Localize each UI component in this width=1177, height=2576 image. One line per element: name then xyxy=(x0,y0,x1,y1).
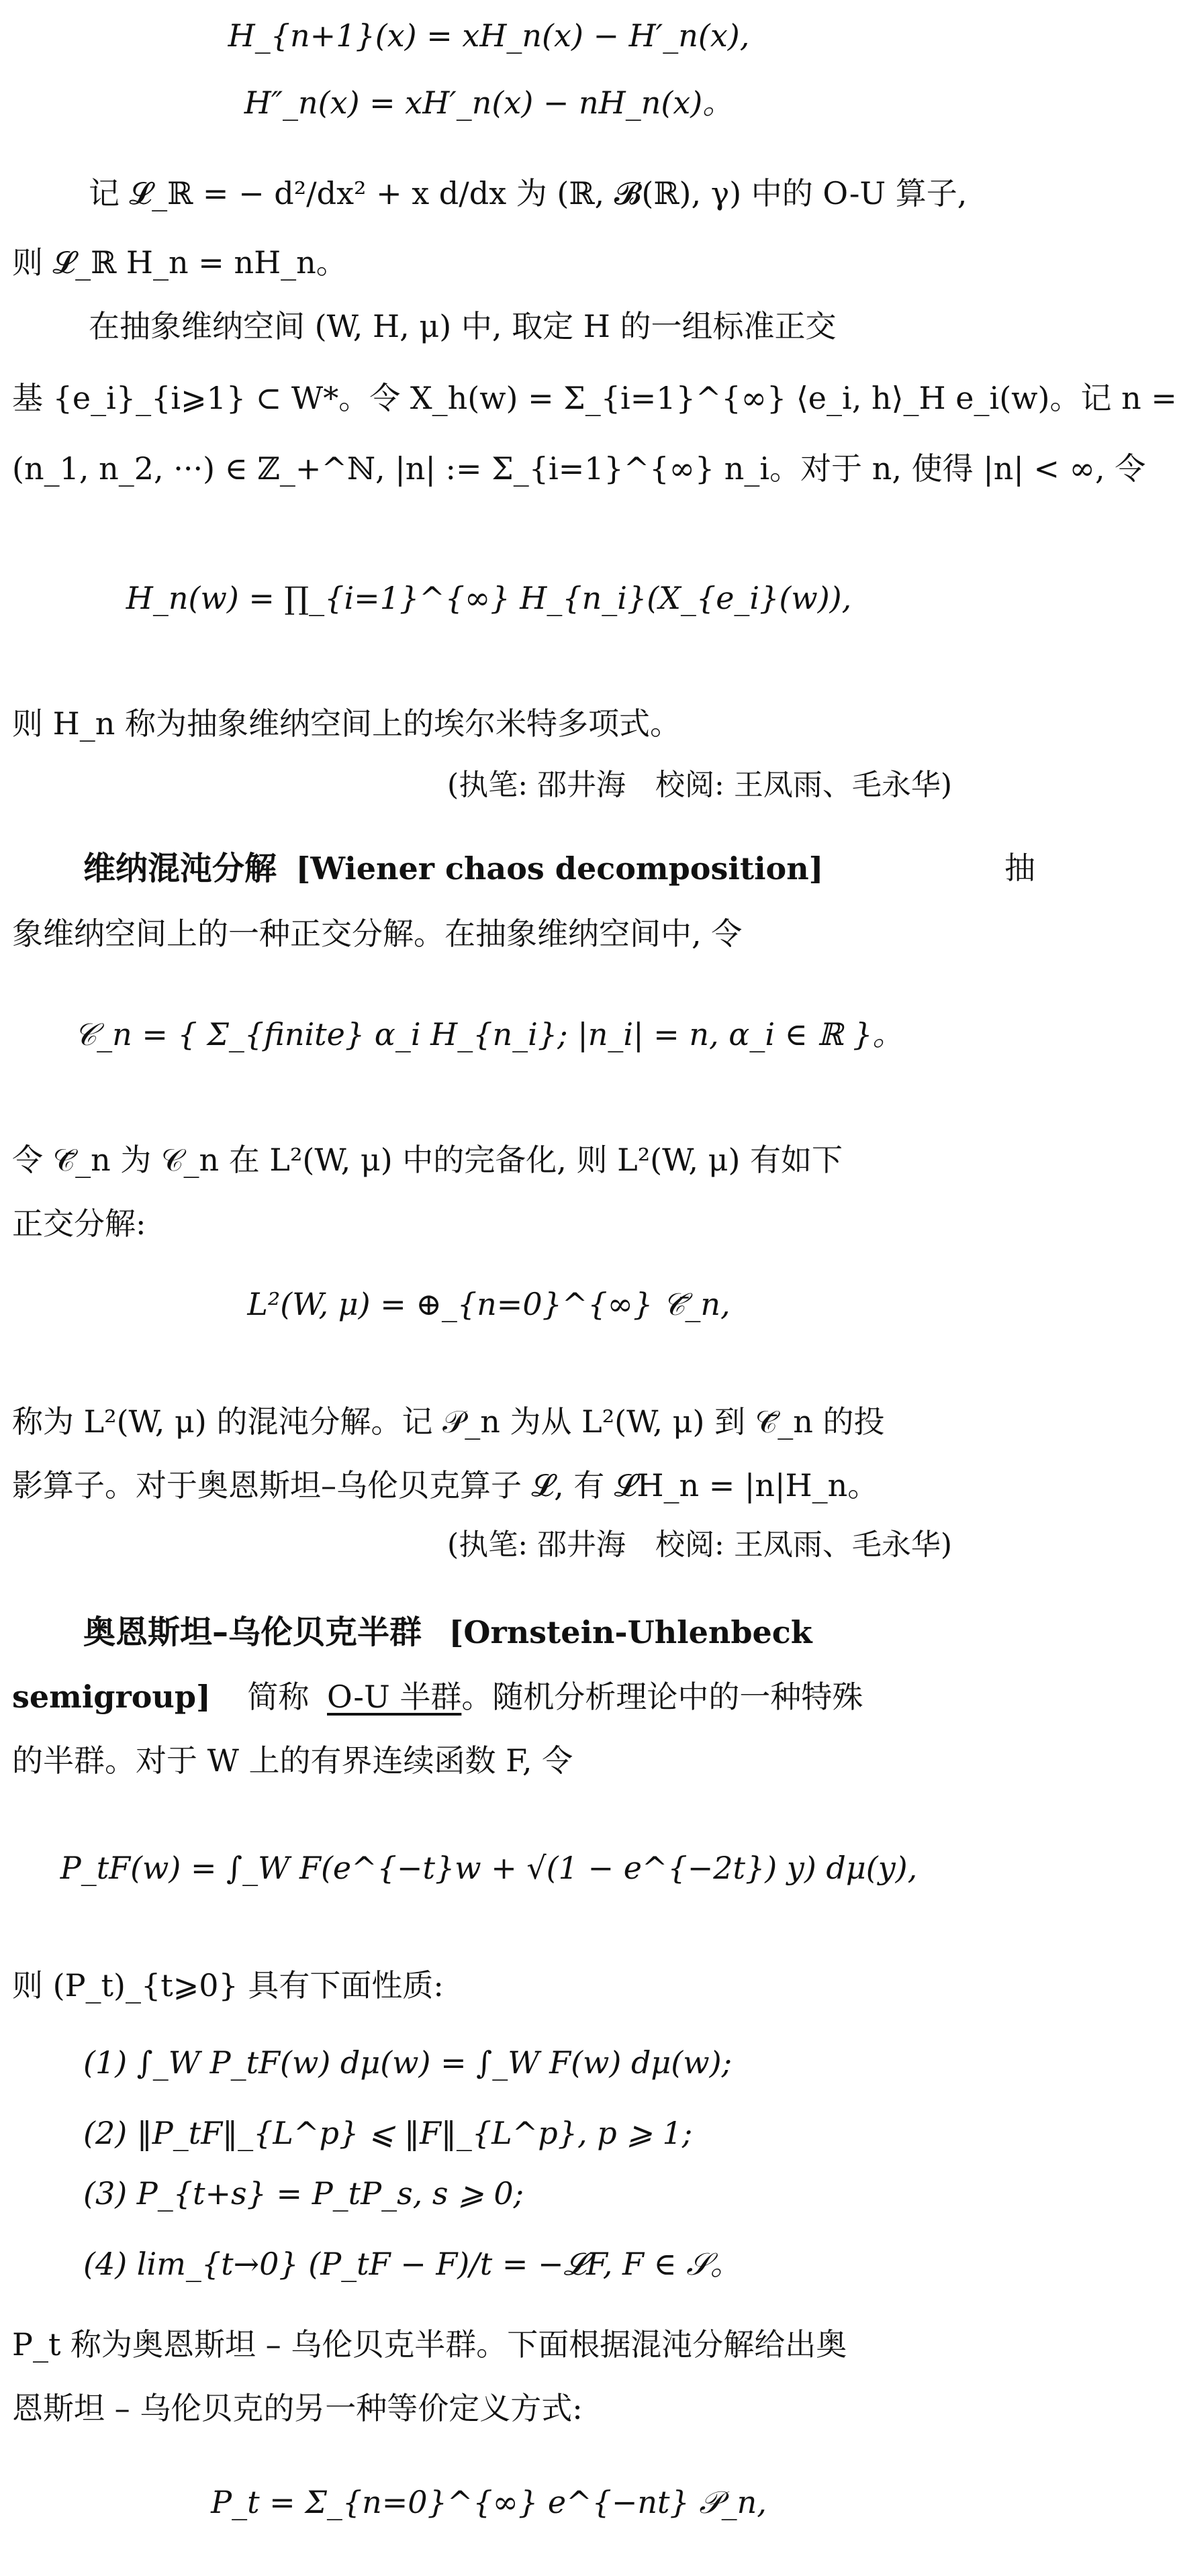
ou-operator-chaos: 影算子。对于奥恩斯坦–乌伦贝克算子 𝓛, 有 𝓛H_n = |n|H_n。 xyxy=(12,1467,879,1503)
credit-line-1: (执笔: 邵井海 校阅: 王凤雨、毛永华) xyxy=(447,768,952,802)
entry-wiener-chaos xyxy=(0,852,1061,885)
chaos-completion: 令 𝒞̄_n 为 𝒞_n 在 L²(W, μ) 中的完备化, 则 L²(W, μ) 有如下 xyxy=(12,1142,843,1178)
hermite-polynomial-name: 则 H_n 称为抽象维纳空间上的埃尔米特多项式。 xyxy=(12,705,681,742)
entry-title-en: [Ornstein-Uhlenbeck xyxy=(449,1614,812,1650)
property-1: (1) ∫_W P_tF(w) dμ(w) = ∫_W F(w) dμ(w); xyxy=(83,2044,733,2081)
semigroup-name: P_t 称为奥恩斯坦 – 乌伦贝克半群。下面根据混沌分解给出奥 xyxy=(12,2326,847,2363)
property-2: (2) ‖P_tF‖_{L^p} ⩽ ‖F‖_{L^p}, p ⩾ 1; xyxy=(83,2115,693,2151)
entry-ou-semigroup xyxy=(0,1614,1061,1651)
equivalent-definition-intro: 恩斯坦 – 乌伦贝克的另一种等价定义方式: xyxy=(12,2390,583,2426)
chaos-intro: 象维纳空间上的一种正交分解。在抽象维纳空间中, 令 xyxy=(12,915,743,952)
chaos-decomposition-formula: L²(W, μ) = ⊕_{n=0}^{∞} 𝒞̄_n, xyxy=(247,1286,731,1322)
hermite-recurrence-2: H″_n(x) = xH′_n(x) − nH_n(x)。 xyxy=(244,85,734,121)
property-3: (3) P_{t+s} = P_tP_s, s ⩾ 0; xyxy=(83,2175,524,2212)
ou-semigroup-link[interactable]: O-U 半群 xyxy=(327,1679,462,1715)
multiindex-definition: (n_1, n_2, ···) ∈ ℤ_+^ℕ, |n| := Σ_{i=1}^{∞} n_i。对于 n, 使得 |n| < ∞, 令 xyxy=(12,450,1146,487)
entry-title-zh: 奥恩斯坦–乌伦贝克半群 xyxy=(83,1614,422,1651)
orthogonal-decomp-label: 正交分解: xyxy=(12,1205,146,1242)
chaos-projection: 称为 L²(W, μ) 的混沌分解。记 𝒫_n 为从 L²(W, μ) 到 𝒞̄_n 的投 xyxy=(12,1403,885,1440)
credit-line-2: (执笔: 邵井海 校阅: 王凤雨、毛永华) xyxy=(447,1528,952,1562)
ou-operator-eigen: 则 𝓛_ℝ H_n = nH_n。 xyxy=(12,244,347,281)
entry-title-en-cont: semigroup] xyxy=(12,1679,211,1715)
property-4: (4) lim_{t→0} (P_tF − F)/t = −𝓛F, F ∈ 𝒮。 xyxy=(83,2246,741,2282)
basis-definition: 基 {e_i}_{i⩾1} ⊂ W*。令 X_h(w) = Σ_{i=1}^{∞} ⟨e_i, h⟩_H e_i(w)。记 n = xyxy=(12,380,1177,416)
chaos-space-definition: 𝒞_n = { Σ_{finite} α_i H_{n_i}; |n_i| = n, α_i ∈ ℝ }。 xyxy=(74,1016,904,1052)
hermite-recurrence-1: H_{n+1}(x) = xH_n(x) − H′_n(x), xyxy=(228,17,750,54)
properties-intro: 则 (P_t)_{t⩾0} 具有下面性质: xyxy=(12,1967,444,2003)
entry-title-zh: 维纳混沌分解 xyxy=(83,850,277,887)
entry-ou-semigroup-line2 xyxy=(0,1679,990,1715)
semigroup-definition: P_tF(w) = ∫_W F(e^{−t}w + √(1 − e^{−2t}) y) dμ(y), xyxy=(60,1850,918,1886)
hermite-polynomial-product: H_n(w) = ∏_{i=1}^{∞} H_{n_i}(X_{e_i}(w)), xyxy=(126,580,852,616)
semigroup-intro: 的半群。对于 W 上的有界连续函数 F, 令 xyxy=(12,1742,573,1779)
ou-operator-definition: 记 𝓛_ℝ = − d²/dx² + x d/dx 为 (ℝ, 𝓑(ℝ), γ) 中的 O-U 算子, xyxy=(89,175,968,211)
wiener-space-basis-text: 在抽象维纳空间 (W, H, μ) 中, 取定 H 的一组标准正交 xyxy=(89,308,837,344)
entry-text-start: 抽 xyxy=(1004,850,1035,886)
ou-semigroup-desc: 。随机分析理论中的一种特殊 xyxy=(461,1679,863,1715)
semigroup-chaos-formula: P_t = Σ_{n=0}^{∞} e^{−nt} 𝒫_n, xyxy=(211,2484,767,2520)
abbrev-intro: 简称 xyxy=(247,1679,310,1715)
entry-title-en: [Wiener chaos decomposition] xyxy=(295,850,824,887)
